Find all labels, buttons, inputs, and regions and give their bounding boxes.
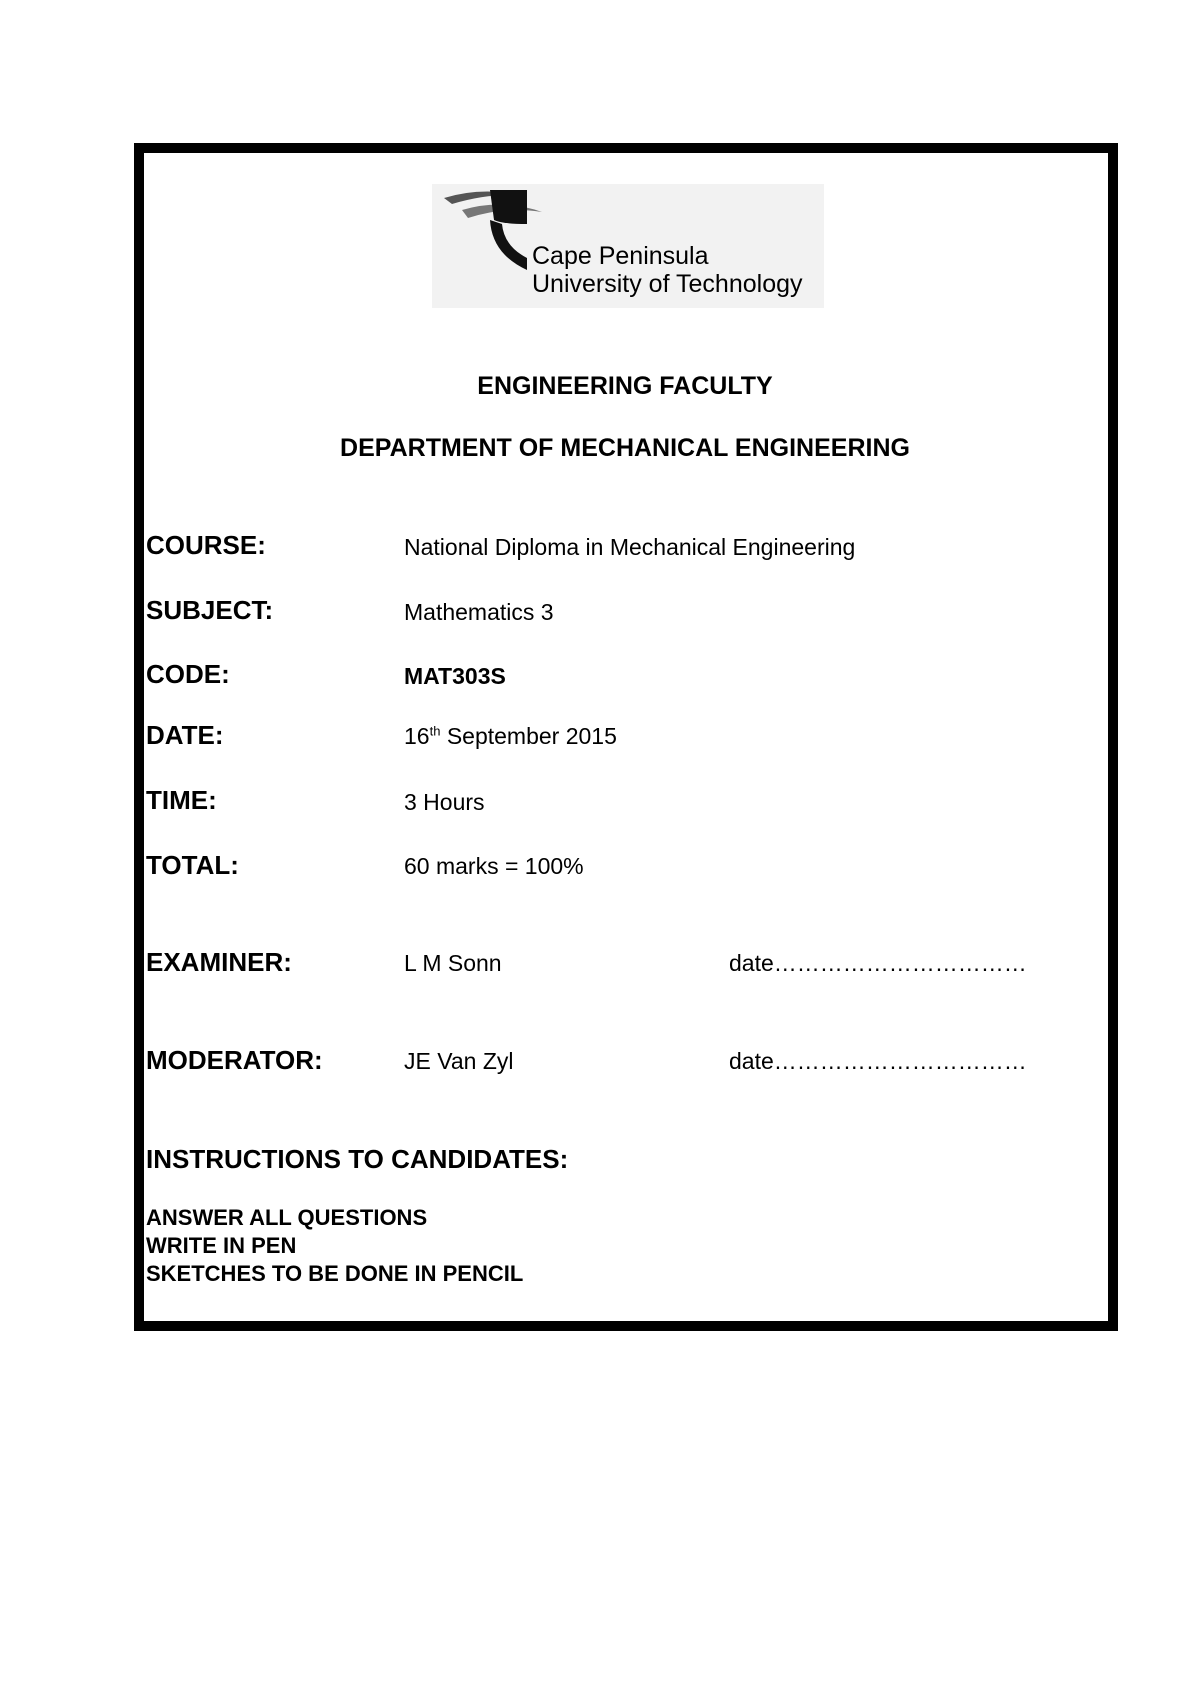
logo-line-2: University of Technology — [532, 270, 803, 298]
university-logo — [432, 184, 824, 308]
department-heading: DEPARTMENT OF MECHANICAL ENGINEERING — [340, 434, 910, 462]
moderator-date-field: date…………………………… — [729, 1048, 1027, 1074]
logo-line-1: Cape Peninsula — [532, 242, 709, 270]
subject-value: Mathematics 3 — [404, 599, 554, 625]
time-label: TIME: — [146, 785, 217, 815]
course-label: COURSE: — [146, 530, 266, 560]
code-label: CODE: — [146, 659, 230, 689]
instructions-title: INSTRUCTIONS TO CANDIDATES: — [146, 1144, 569, 1174]
instruction-item: ANSWER ALL QUESTIONS — [146, 1205, 428, 1230]
date-label: DATE: — [146, 720, 224, 750]
date-suffix: th — [429, 723, 441, 739]
examiner-label: EXAMINER: — [146, 947, 292, 977]
total-label: TOTAL: — [146, 850, 239, 880]
instruction-item: WRITE IN PEN — [146, 1233, 297, 1258]
moderator-label: MODERATOR: — [146, 1045, 323, 1075]
moderator-name: JE Van Zyl — [404, 1048, 514, 1074]
faculty-heading: ENGINEERING FACULTY — [477, 372, 773, 400]
total-value: 60 marks = 100% — [404, 853, 584, 879]
examiner-date-field: date…………………………… — [729, 950, 1027, 976]
subject-label: SUBJECT: — [146, 595, 274, 625]
instruction-item: SKETCHES TO BE DONE IN PENCIL — [146, 1261, 524, 1286]
course-value: National Diploma in Mechanical Engineering — [404, 534, 856, 560]
date-value — [404, 723, 617, 750]
date-day: 16 — [404, 723, 430, 749]
examiner-name: L M Sonn — [404, 950, 502, 976]
time-value: 3 Hours — [404, 789, 485, 815]
code-value: MAT303S — [404, 663, 506, 689]
instructions-list — [146, 1204, 523, 1288]
date-rest: September 2015 — [440, 723, 617, 749]
